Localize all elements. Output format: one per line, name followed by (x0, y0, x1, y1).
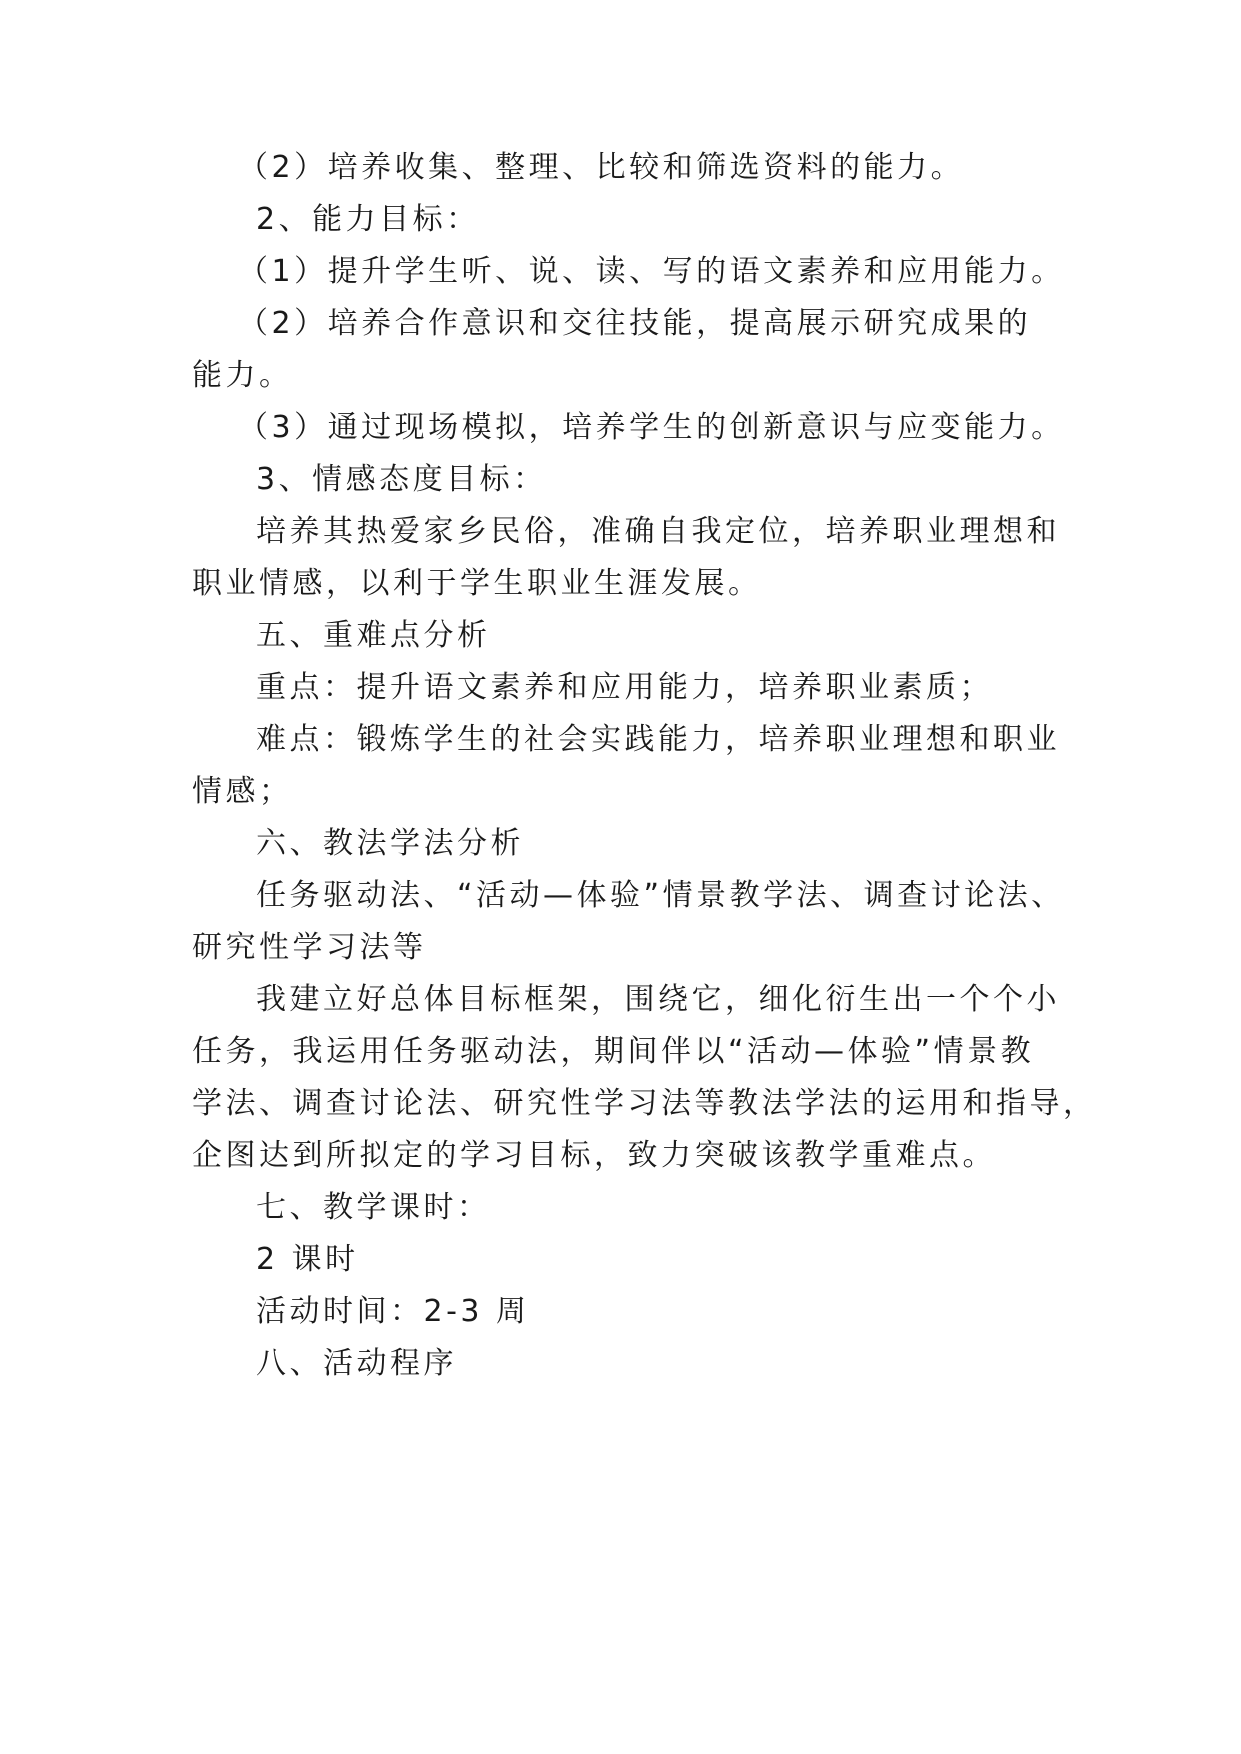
text-line: 研究性学习法等 (192, 930, 427, 965)
section-heading: 五、重难点分析 (256, 618, 491, 653)
text-line: 学法、调查讨论法、研究性学习法等教法学法的运用和指导， (192, 1086, 1097, 1121)
text-line: 能力。 (192, 358, 293, 393)
section-heading: 八、活动程序 (256, 1346, 457, 1381)
text-line: 情感； (192, 774, 293, 809)
text-line: （3）通过现场模拟，培养学生的创新意识与应变能力。 (238, 410, 1065, 445)
section-heading: 七、教学课时： (256, 1190, 491, 1225)
text-line: 任务，我运用任务驱动法，期间伴以“活动—体验”情景教 (192, 1034, 1035, 1069)
text-line: 活动时间：2-3 周 (256, 1294, 530, 1329)
text-line: 培养其热爱家乡民俗，准确自我定位，培养职业理想和 (256, 514, 1060, 549)
text-line: 企图达到所拟定的学习目标，致力突破该教学重难点。 (192, 1138, 996, 1173)
text-line: （2）培养合作意识和交往技能，提高展示研究成果的 (238, 306, 1032, 341)
section-heading: 2、能力目标： (256, 202, 480, 237)
section-heading: 3、情感态度目标： (256, 462, 547, 497)
section-heading: 六、教法学法分析 (256, 826, 524, 861)
text-line: 难点：锻炼学生的社会实践能力，培养职业理想和职业 (256, 722, 1060, 757)
text-line: 我建立好总体目标框架，围绕它，细化衍生出一个个小 (256, 982, 1060, 1017)
text-line: 重点：提升语文素养和应用能力，培养职业素质； (256, 670, 993, 705)
text-line: 任务驱动法、“活动—体验”情景教学法、调查讨论法、 (256, 878, 1065, 913)
text-line: （1）提升学生听、说、读、写的语文素养和应用能力。 (238, 254, 1065, 289)
text-line: 职业情感，以利于学生职业生涯发展。 (192, 566, 762, 601)
text-line: 2 课时 (256, 1242, 359, 1277)
text-line: （2）培养收集、整理、比较和筛选资料的能力。 (238, 150, 965, 185)
